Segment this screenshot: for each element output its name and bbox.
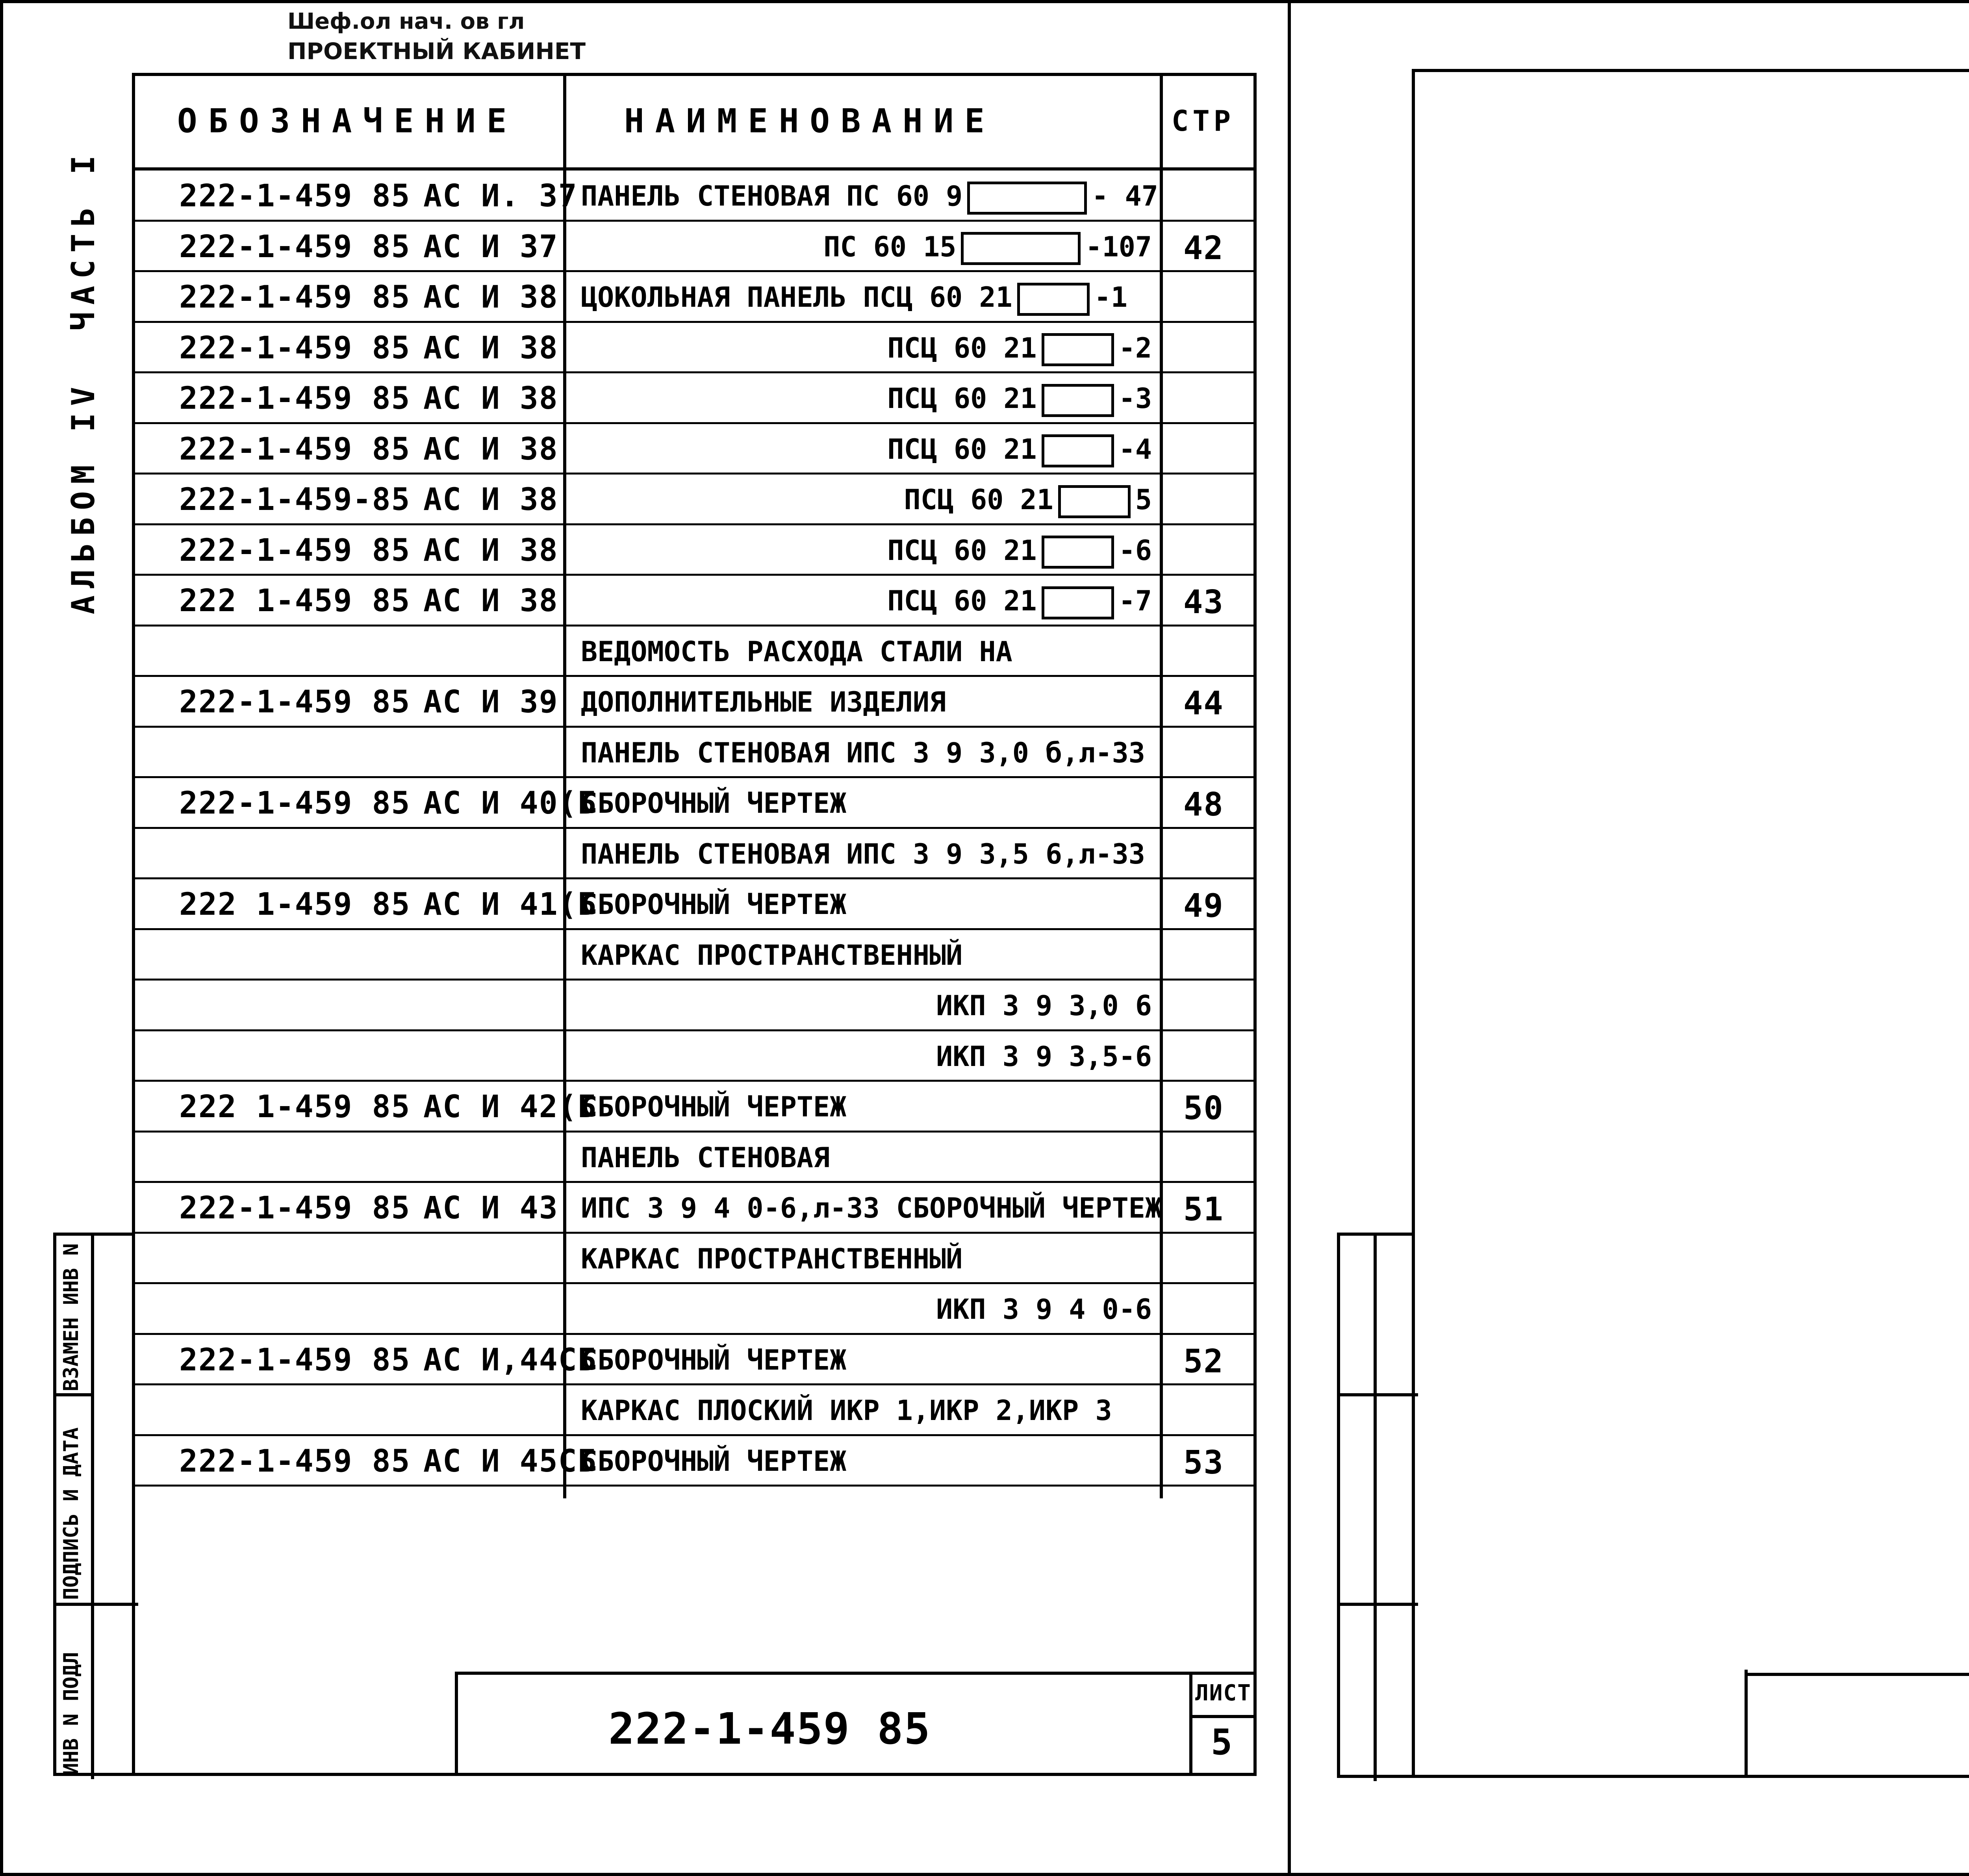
- side-strip-row2: [56, 1603, 138, 1606]
- table-bottom-border: [132, 1773, 1257, 1776]
- table-row: [132, 323, 1257, 373]
- row-code: 222 1-459 85: [179, 583, 411, 619]
- title-block-top: [455, 1672, 1257, 1675]
- row-page: 42: [1183, 229, 1224, 267]
- row-name: ПАНЕЛЬ СТЕНОВАЯ ПС 60 9: [581, 180, 963, 212]
- row-page: 50: [1183, 1090, 1224, 1127]
- table-row: [132, 727, 1257, 778]
- table-row: [132, 1031, 1257, 1082]
- table-row: [132, 1335, 1257, 1385]
- table-row: [132, 171, 1257, 221]
- row-name: СБОРОЧНЫЙ ЧЕРТЕЖ: [581, 787, 847, 819]
- row-name-cell: [569, 579, 1156, 623]
- table-row: [132, 474, 1257, 525]
- row-code: 222 1-459 85: [179, 1089, 411, 1125]
- right-strip-row2: [1340, 1603, 1418, 1606]
- row-name: ПАНЕЛЬ СТЕНОВАЯ ИПС 3 9 3,0 б,л-33: [581, 736, 1145, 769]
- row-name: ПСЦ 60 21: [887, 433, 1037, 465]
- row-name-blank-box: [1042, 384, 1114, 417]
- table-row: [132, 1233, 1257, 1284]
- row-name: ИКП 3 9 3,0 6: [936, 990, 1152, 1022]
- row-code: 222-1-459 85: [179, 229, 411, 265]
- row-code: 222-1-459 85: [179, 1190, 411, 1226]
- row-name-blank-box: [967, 182, 1087, 215]
- row-sheet: АС И 42(Б: [423, 1089, 597, 1125]
- row-name-suffix: -6: [1118, 534, 1152, 567]
- right-title-top: [1745, 1673, 1969, 1676]
- header-name: НАИМЕНОВАНИЕ: [624, 102, 996, 140]
- row-page: 44: [1183, 685, 1224, 722]
- table-row: [132, 1284, 1257, 1335]
- institute-stamp-line2: ПРОЕКТНЫЙ КАБИНЕТ: [287, 38, 586, 65]
- side-strip-divider: [91, 1236, 94, 1779]
- title-block-sheet-mid: [1189, 1715, 1257, 1718]
- row-code: 222-1-459 85: [179, 280, 411, 315]
- row-name-cell: [569, 1136, 1156, 1179]
- row-name-cell: [569, 1389, 1156, 1432]
- row-name: ПСЦ 60 21: [887, 382, 1037, 415]
- right-strip-row1: [1340, 1393, 1418, 1396]
- title-block-sheet-label: ЛИСТ: [1195, 1680, 1251, 1706]
- table-row: [132, 221, 1257, 272]
- table-row: [132, 424, 1257, 475]
- right-sheet-frame: [1412, 69, 1969, 1778]
- table-row: [132, 778, 1257, 829]
- row-name: ПСЦ 60 21: [887, 585, 1037, 617]
- row-name: ПСЦ 60 21: [887, 534, 1037, 567]
- row-name: ПСЦ 60 21: [904, 484, 1053, 516]
- table-row: [132, 1132, 1257, 1183]
- table-row: [132, 525, 1257, 576]
- row-name: СБОРОЧНЫЙ ЧЕРТЕЖ: [581, 1091, 847, 1123]
- row-name-cell: [569, 529, 1156, 572]
- side-stamps-strip: [53, 1233, 135, 1776]
- row-page: 53: [1183, 1444, 1224, 1481]
- row-code: 222-1-459 85: [179, 786, 411, 821]
- row-name-cell: [569, 1288, 1156, 1331]
- row-page: 52: [1183, 1342, 1224, 1380]
- row-code: 222-1-459 85: [179, 178, 411, 214]
- row-sheet: АС И 38: [423, 532, 558, 568]
- row-name-suffix: -4: [1118, 433, 1152, 465]
- right-title-left: [1745, 1670, 1748, 1778]
- row-name-blank-box: [961, 232, 1081, 265]
- row-name-blank-box: [1042, 536, 1114, 569]
- row-sheet: АС И 38: [423, 583, 558, 619]
- side-stamp-podpis-data: ПОДПИСЬ И ДАТА: [59, 1427, 83, 1600]
- row-sheet: АС И 38: [423, 482, 558, 517]
- table-row: [132, 272, 1257, 323]
- title-block-doc-code: 222-1-459 85: [608, 1704, 931, 1754]
- table-row: [132, 1081, 1257, 1132]
- title-block-left: [455, 1672, 458, 1776]
- row-name-cell: [569, 1440, 1156, 1483]
- row-page: 43: [1183, 584, 1224, 621]
- header-designation: ОБОЗНАЧЕНИЕ: [177, 102, 518, 140]
- row-name: ИПС 3 9 4 0-6,л-33 СБОРОЧНЫЙ ЧЕРТЕЖ: [581, 1192, 1162, 1224]
- row-name-blank-box: [1058, 485, 1131, 518]
- table-row: [132, 829, 1257, 879]
- sheet-divider: [1288, 0, 1291, 1876]
- row-sheet: АС И 40(Б: [423, 786, 597, 821]
- table-row: [132, 1183, 1257, 1233]
- header-bottom-border: [132, 167, 1257, 171]
- row-name-cell: [569, 276, 1156, 319]
- row-page: 49: [1183, 887, 1224, 925]
- row-page: 48: [1183, 786, 1224, 823]
- spec-table: [132, 73, 1257, 1776]
- row-name-suffix: -2: [1118, 332, 1152, 364]
- title-block-sheet-number: 5: [1211, 1722, 1233, 1763]
- row-name-cell: [569, 731, 1156, 775]
- row-name-suffix: - 47: [1092, 180, 1158, 212]
- row-name-cell: [569, 934, 1156, 977]
- row-name: КАРКАС ПРОСТРАНСТВЕННЫЙ: [581, 939, 963, 971]
- row-sheet: АС И 43: [423, 1190, 558, 1226]
- row-name: ПСЦ 60 21: [887, 332, 1037, 364]
- row-sheet: АС И 37: [423, 229, 558, 265]
- side-label-part: ЧАСТЬ I: [65, 148, 102, 331]
- table-row: [132, 930, 1257, 981]
- row-name-blank-box: [1042, 434, 1114, 467]
- right-side-strip: [1337, 1233, 1415, 1778]
- row-name-suffix: -3: [1118, 382, 1152, 415]
- row-name-blank-box: [1042, 586, 1114, 619]
- row-name: ДОПОЛНИТЕЛЬНЫЕ ИЗДЕЛИЯ: [581, 686, 946, 718]
- row-name-cell: [569, 225, 1156, 269]
- row-name-blank-box: [1017, 283, 1090, 316]
- row-name-cell: [569, 326, 1156, 370]
- table-top-border: [132, 73, 1257, 76]
- row-code: 222-1-459 85: [179, 684, 411, 720]
- row-sheet: АС И 38: [423, 431, 558, 467]
- side-stamp-inv-podl: ИНВ N ПОДЛ: [59, 1652, 83, 1775]
- row-name-cell: [569, 1085, 1156, 1129]
- row-name: ИКП 3 9 3,5-6: [936, 1040, 1152, 1073]
- row-sheet: АС И 38: [423, 381, 558, 416]
- row-name-cell: [569, 630, 1156, 673]
- row-sheet: АС И. 37: [423, 178, 578, 214]
- page-border-top-right: [1292, 0, 1969, 3]
- row-name-cell: [569, 883, 1156, 926]
- row-name-cell: [569, 680, 1156, 724]
- row-code: 222-1-459 85: [179, 1443, 411, 1479]
- table-row: [132, 373, 1257, 424]
- table-row: [132, 1385, 1257, 1436]
- side-stamp-vzamen-inv: ВЗАМЕН ИНВ N: [59, 1243, 83, 1391]
- side-label-album: АЛЬБОМ IV: [65, 380, 102, 614]
- row-name: СБОРОЧНЫЙ ЧЕРТЕЖ: [581, 888, 847, 921]
- row-name-cell: [569, 1338, 1156, 1382]
- row-name-suffix: -107: [1085, 230, 1152, 263]
- row-page: 51: [1183, 1191, 1224, 1228]
- row-name-cell: [569, 174, 1156, 218]
- title-block-sheet-divider: [1189, 1672, 1192, 1776]
- right-strip-divider: [1374, 1236, 1377, 1781]
- table-row: [132, 626, 1257, 677]
- row-name: ПАНЕЛЬ СТЕНОВАЯ ИПС 3 9 3,5 6,л-33: [581, 838, 1145, 870]
- row-name-blank-box: [1042, 333, 1114, 366]
- side-strip-row1: [56, 1393, 92, 1396]
- row-name-cell: [569, 782, 1156, 825]
- row-name-cell: [569, 1237, 1156, 1281]
- row-code: 222-1-459-85: [179, 482, 411, 517]
- row-name: ИКП 3 9 4 0-6: [936, 1293, 1152, 1325]
- row-name: ПАНЕЛЬ СТЕНОВАЯ: [581, 1141, 830, 1174]
- row-name-suffix: -7: [1118, 585, 1152, 617]
- row-name: СБОРОЧНЫЙ ЧЕРТЕЖ: [581, 1445, 847, 1477]
- page-border-top-left: [0, 0, 1292, 3]
- row-code: 222 1-459 85: [179, 887, 411, 922]
- row-name: КАРКАС ПРОСТРАНСТВЕННЫЙ: [581, 1242, 963, 1275]
- table-row: [132, 980, 1257, 1031]
- institute-stamp-line1: Шеф.ол нач. ов гл: [287, 9, 525, 34]
- header-page: СТР: [1172, 104, 1235, 137]
- row-code: 222-1-459 85: [179, 381, 411, 416]
- row-code: 222-1-459 85: [179, 431, 411, 467]
- row-name: ПС 60 15: [823, 230, 957, 263]
- row-name-cell: [569, 1035, 1156, 1078]
- row-sheet: АС И 38: [423, 280, 558, 315]
- row-name-cell: [569, 478, 1156, 521]
- row-sheet: АС И 39: [423, 684, 558, 720]
- row-name-suffix: 5: [1135, 484, 1152, 516]
- row-code: 222-1-459 85: [179, 532, 411, 568]
- table-row: [132, 1436, 1257, 1487]
- row-name-cell: [569, 1186, 1162, 1230]
- row-code: 222-1-459 85: [179, 330, 411, 366]
- row-code: 222-1-459 85: [179, 1342, 411, 1378]
- table-row: [132, 677, 1257, 727]
- row-name: КАРКАС ПЛОСКИЙ ИКР 1,ИКР 2,ИКР 3: [581, 1394, 1112, 1427]
- row-name: ВЕДОМОСТЬ РАСХОДА СТАЛИ НА: [581, 635, 1012, 668]
- row-sheet: АС И,44СБ: [423, 1342, 597, 1378]
- row-sheet: АС И 38: [423, 330, 558, 366]
- table-row: [132, 879, 1257, 930]
- row-name: СБОРОЧНЫЙ ЧЕРТЕЖ: [581, 1344, 847, 1376]
- row-name-cell: [569, 377, 1156, 420]
- row-name: ЦОКОЛЬНАЯ ПАНЕЛЬ ПСЦ 60 21: [581, 281, 1012, 313]
- row-name-suffix: -1: [1094, 281, 1128, 313]
- row-sheet: АС И 41(Б: [423, 887, 597, 922]
- table-row: [132, 575, 1257, 626]
- row-sheet: АС И 45СБ: [423, 1443, 597, 1479]
- row-name-cell: [569, 832, 1156, 876]
- row-name-cell: [569, 984, 1156, 1027]
- row-name-cell: [569, 428, 1156, 471]
